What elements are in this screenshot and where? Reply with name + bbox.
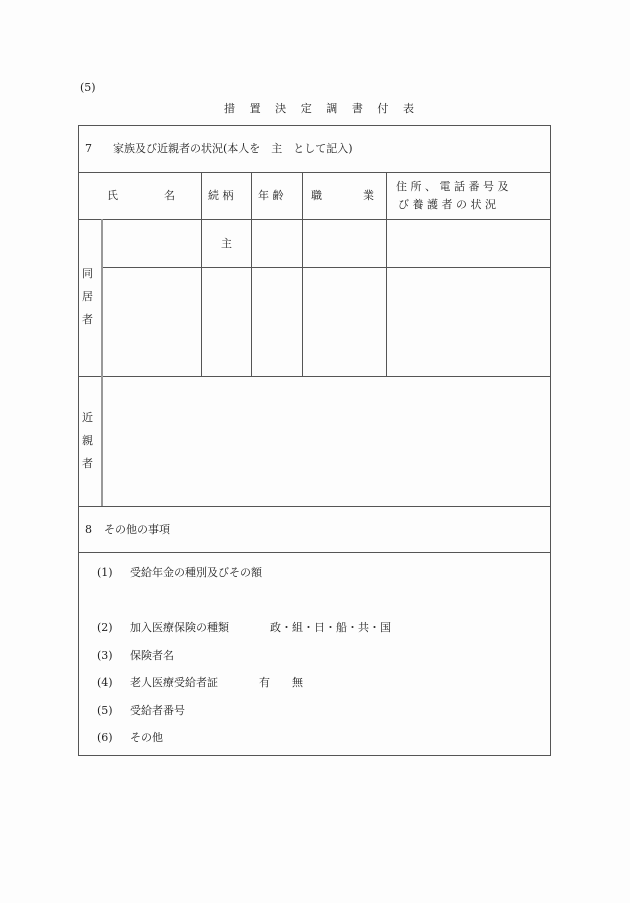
item-label: 加入医療保険の種類 [130, 621, 229, 634]
title-char: 書 [351, 102, 363, 115]
household-label-3: 者 [82, 313, 93, 326]
col-age: 年 齢 [258, 189, 284, 202]
col-relation: 続 柄 [208, 189, 234, 202]
page-title [224, 103, 414, 115]
relatives-label-1: 近 [82, 411, 93, 424]
item-number: (3) [97, 649, 113, 662]
col-name-2: 名 [164, 189, 175, 202]
item-label: 受給者番号 [130, 704, 185, 717]
title-char: 定 [300, 102, 312, 115]
divider [386, 172, 387, 376]
household-head-relation: 主 [221, 237, 232, 250]
divider [78, 376, 551, 377]
item-number: (1) [97, 566, 113, 579]
item-number: (5) [97, 704, 113, 717]
divider [78, 506, 551, 507]
item-label: 受給年金の種別及びその額 [130, 566, 262, 579]
title-char: 表 [402, 102, 414, 115]
item-number: (6) [97, 731, 113, 744]
page-number: (5) [80, 81, 96, 94]
divider [78, 219, 551, 220]
title-char: 置 [249, 102, 261, 115]
divider [101, 219, 103, 506]
section7-number: 7 [85, 142, 92, 155]
item-label: 保険者名 [130, 649, 174, 662]
item-value: 有 無 [259, 676, 303, 689]
item-number: (4) [97, 676, 113, 689]
title-char: 調 [326, 102, 338, 115]
divider [102, 267, 551, 268]
section7-title: 家族及び近親者の状況(本人を 主 として記入) [113, 142, 353, 155]
divider [251, 172, 252, 376]
col-address-line1: 住 所 、 電 話 番 号 及 [396, 180, 509, 193]
col-address-line2: び 養 護 者 の 状 況 [398, 198, 496, 211]
title-char: 付 [377, 102, 389, 115]
household-label-1: 同 [82, 267, 93, 280]
household-label-2: 居 [82, 290, 93, 303]
section8-title: その他の事項 [104, 523, 170, 536]
item-label: その他 [130, 731, 163, 744]
section8-number: 8 [85, 523, 92, 536]
item-label: 老人医療受給者証 [130, 676, 218, 689]
divider [201, 172, 202, 376]
title-char: 決 [275, 102, 287, 115]
title-char: 措 [224, 102, 235, 115]
col-occupation-2: 業 [363, 189, 374, 202]
item-number: (2) [97, 621, 113, 634]
item-value: 政・組・日・船・共・国 [270, 621, 391, 634]
divider [78, 552, 551, 553]
relatives-label-3: 者 [82, 457, 93, 470]
col-occupation-1: 職 [311, 189, 322, 202]
col-name-1: 氏 [107, 189, 118, 202]
relatives-label-2: 親 [82, 434, 93, 447]
divider [78, 172, 551, 173]
divider [302, 172, 303, 376]
